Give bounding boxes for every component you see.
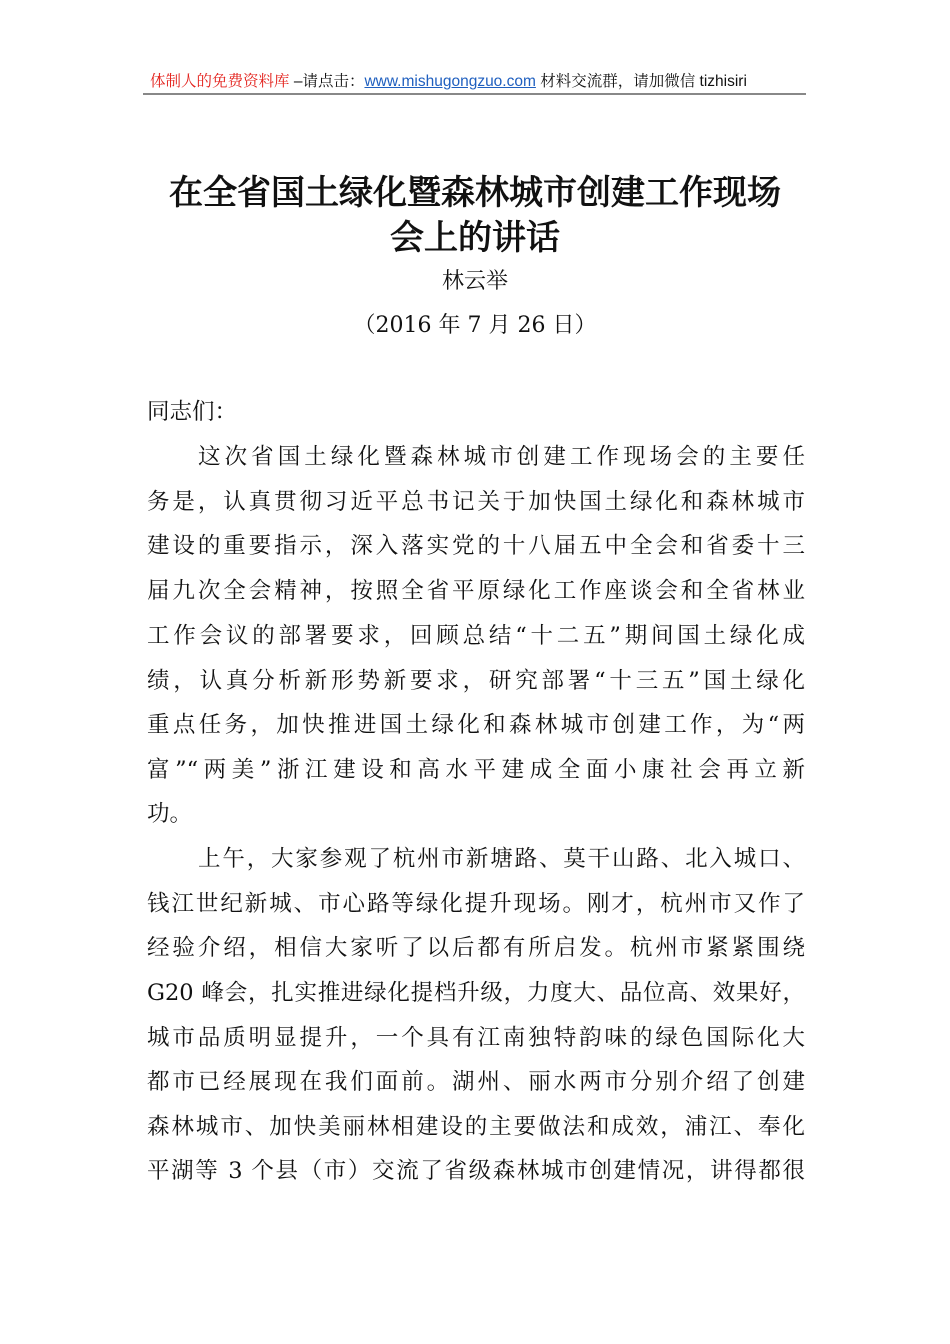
- doc-title-line1: 在全省国土绿化暨森林城市创建工作现场: [169, 173, 781, 213]
- body-line: 平湖等 3 个县（市）交流了省级森林城市创建情况，讲得都很: [147, 1158, 805, 1184]
- body-line: 钱江世纪新城、市心路等绿化提升现场。刚才，杭州市又作了: [147, 891, 805, 917]
- body-line: G20 峰会，扎实推进绿化提档升级，力度大、品位高、效果好，: [147, 980, 805, 1006]
- body-line: 森林城市、加快美丽林相建设的主要做法和成效，浦江、奉化: [147, 1114, 805, 1140]
- body-line: 这次省国土绿化暨森林城市创建工作现场会的主要任: [198, 444, 805, 470]
- body-line: 上午，大家参观了杭州市新塘路、莫干山路、北入城口、: [198, 846, 805, 872]
- salutation: 同志们：: [147, 399, 238, 425]
- header-suffix: 材料交流群，请加微信 tizhisiri: [535, 73, 747, 90]
- body-line: 绩，认真分析新形势新要求，研究部署“十三五”国土绿化: [147, 668, 805, 694]
- doc-date: （2016 年 7 月 26 日）: [353, 313, 597, 338]
- body-line: 工作会议的部署要求，回顾总结“十二五”期间国土绿化成: [147, 623, 805, 649]
- body-line: 都市已经展现在我们面前。湖州、丽水两市分别介绍了创建: [147, 1069, 805, 1095]
- body-line: 经验介绍，相信大家听了以后都有所启发。杭州市紧紧围绕: [147, 935, 805, 961]
- header-brand: 体制人的免费资料库: [150, 73, 290, 90]
- body-line: 务是，认真贯彻习近平总书记关于加快国土绿化和森林城市: [147, 489, 805, 515]
- body-line: 届九次全会精神，按照全省平原绿化工作座谈会和全省林业: [147, 578, 805, 604]
- body-line: 城市品质明显提升，一个具有江南独特韵味的绿色国际化大: [147, 1025, 805, 1051]
- header-prompt: –请点击：: [289, 73, 365, 90]
- body-line: 富”“两美”浙江建设和高水平建成全面小康社会再立新: [147, 757, 805, 783]
- body-line: 功。: [147, 801, 193, 827]
- doc-title-line2: 会上的讲话: [390, 218, 560, 258]
- body-line: 建设的重要指示，深入落实党的十八届五中全会和省委十三: [147, 533, 805, 559]
- body-line: 重点任务，加快推进国土绿化和森林城市创建工作，为“两: [147, 712, 805, 738]
- doc-author: 林云举: [441, 269, 508, 294]
- promo-header: [150, 69, 806, 91]
- header-divider: [143, 93, 806, 95]
- header-link[interactable]: www.mishugongzuo.com: [364, 73, 536, 90]
